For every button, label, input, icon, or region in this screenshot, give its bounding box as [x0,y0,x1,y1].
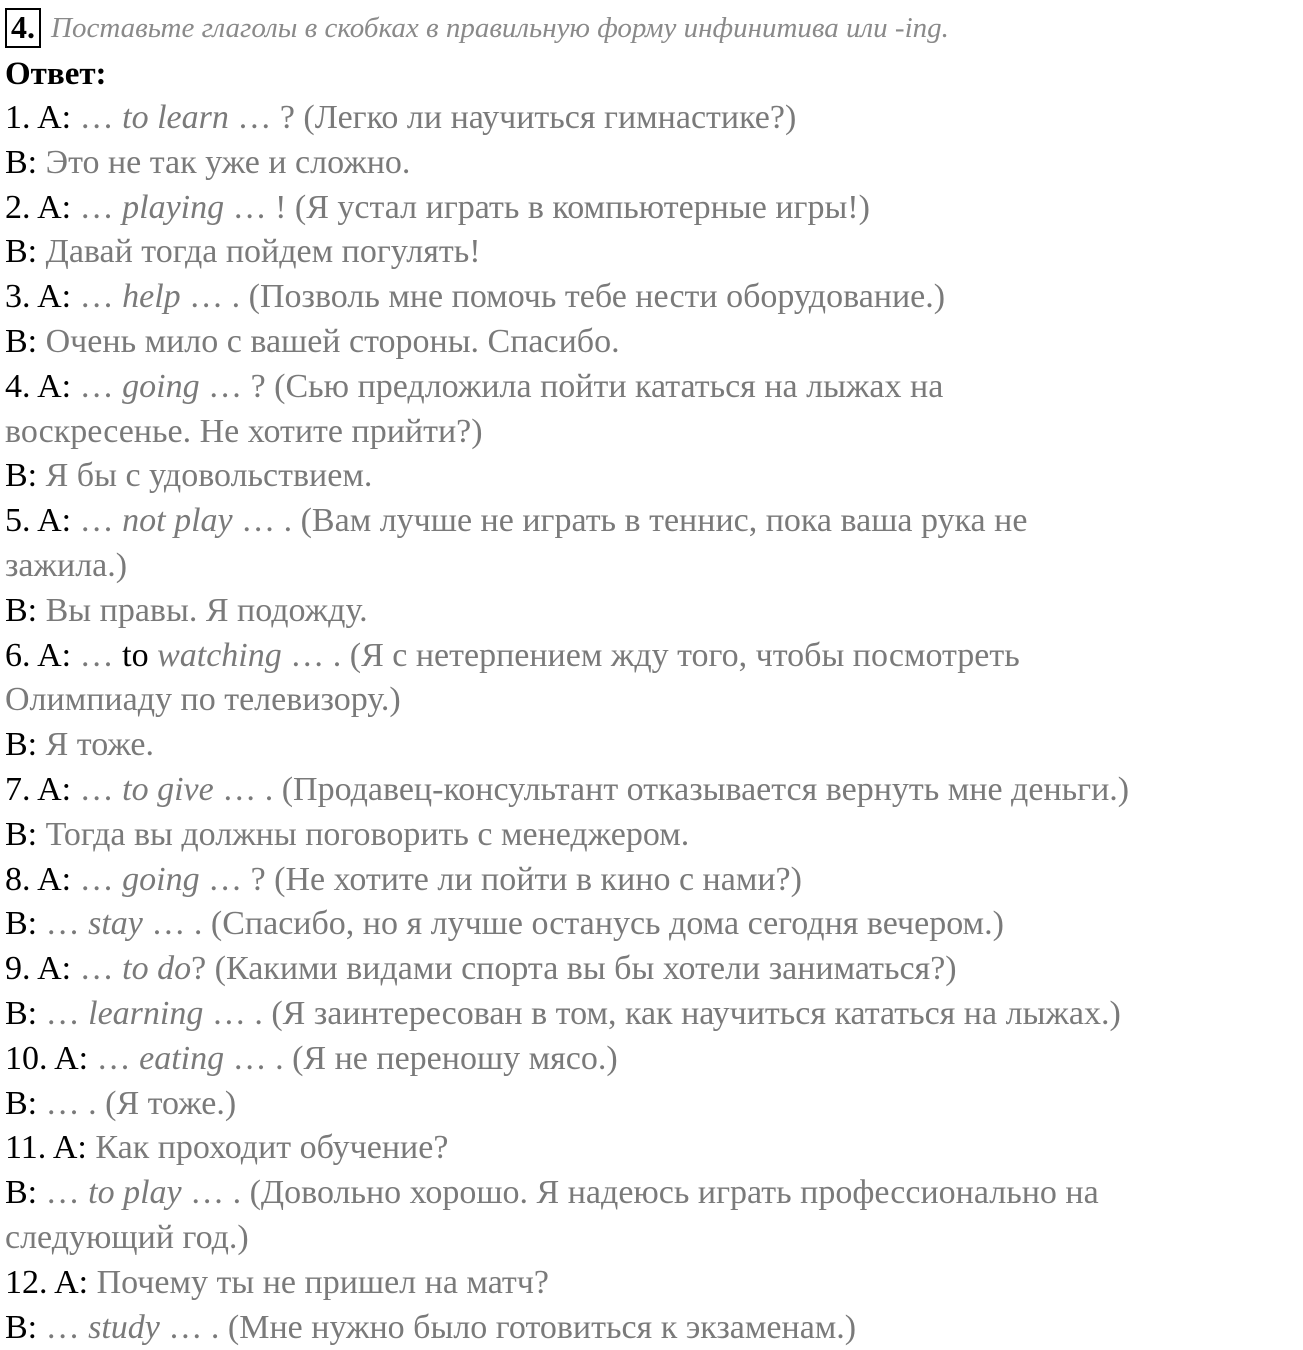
line-text: … [79,950,123,988]
line-text: … ? (Сью предложила пойти кататься на лыжах на [199,367,944,405]
dialogue-line [5,634,1300,679]
dialogue-line [5,902,1300,947]
line-text: … [79,278,123,316]
answer-word: learning [88,994,204,1032]
answer-word: playing [122,188,225,226]
line-text: зажила.) [5,546,128,584]
line-text: … [79,770,123,808]
line-text: … [79,636,123,674]
speaker-label: 4. A: [5,367,80,405]
line-text: Я бы с удовольствием. [45,457,373,495]
answer-word: watching [157,636,282,674]
dialogue-line [5,858,1300,903]
answer-word: study [88,1308,160,1346]
line-text: следующий год.) [5,1218,249,1256]
dialogue-line [5,1306,1300,1350]
line-text-black: to [122,636,158,674]
speaker-label: 6. A: [5,636,80,674]
line-text: … [45,1308,89,1346]
speaker-label: 7. A: [5,770,80,808]
speaker-label: B: [5,457,46,495]
dialogue-line [5,544,1300,589]
answer-word: going [122,367,200,405]
dialogue-line [5,320,1300,365]
line-text: … [45,994,89,1032]
dialogue-line [5,1082,1300,1127]
line-text: воскресенье. Не хотите прийти?) [5,412,483,450]
speaker-label: B: [5,591,46,629]
dialogue-line [5,96,1300,141]
line-text: … . (Спасибо, но я лучше останусь дома сегодня вечером.) [142,905,1004,943]
answer-word: going [122,860,200,898]
dialogue-line [5,947,1300,992]
line-text: … ! (Я устал играть в компьютерные игры!) [224,188,870,226]
dialogue-line [5,589,1300,634]
speaker-label: B: [5,1084,46,1122]
answer-word: not play [122,502,233,540]
dialogue-line [5,1171,1300,1216]
dialogue-line [5,275,1300,320]
line-text: Очень мило с вашей стороны. Спасибо. [45,322,620,360]
line-text: … [79,188,123,226]
line-text: … . (Вам лучше не играть в теннис, пока ваша рука не [232,502,1028,540]
answer-word: stay [88,905,143,943]
dialogue-line [5,499,1300,544]
dialogue-line [5,992,1300,1037]
line-text: … . (Я с нетерпением жду того, чтобы посмотреть [281,636,1020,674]
line-text: … . (Я тоже.) [45,1084,237,1122]
line-text: … . (Мне нужно было готовиться к экзаменам.) [159,1308,857,1346]
dialogue-line [5,141,1300,186]
exercise-instruction: Поставьте глаголы в скобках в правильную форму инфинитива или -ing. [51,11,949,44]
dialogue-line [5,410,1300,455]
speaker-label: 12. A: [5,1263,97,1301]
dialogue-line [5,1261,1300,1306]
speaker-label: B: [5,905,46,943]
line-text: … . (Я не переношу мясо.) [224,1039,618,1077]
dialogue-line [5,454,1300,499]
dialogue-line [5,1216,1300,1261]
speaker-label: 8. A: [5,860,80,898]
speaker-label: B: [5,1308,46,1346]
line-text: … . (Довольно хорошо. Я надеюсь играть профессионально на [181,1174,1099,1212]
speaker-label: 2. A: [5,188,80,226]
line-text: Я тоже. [45,726,154,764]
line-text: … ? (Не хотите ли пойти в кино с нами?) [199,860,802,898]
line-text: … [45,1174,89,1212]
dialogue-line [5,678,1300,723]
line-text: ? (Какими видами спорта вы бы хотели заниматься?) [191,950,957,988]
exercise-header [5,6,949,50]
speaker-label: 9. A: [5,950,80,988]
answer-word: to play [88,1174,182,1212]
speaker-label: B: [5,233,46,271]
line-text: Вы правы. Я подожду. [45,591,368,629]
line-text: … [79,502,123,540]
answer-word: to give [122,770,214,808]
line-text: … [79,860,123,898]
line-text: … ? (Легко ли научиться гимнастике?) [228,99,797,136]
speaker-label: B: [5,815,46,853]
exercise-number: 4. [5,8,41,48]
dialogue-line [5,1126,1300,1171]
line-text: … [96,1039,140,1077]
speaker-label: B: [5,143,46,181]
answer-word: help [122,278,181,316]
line-text: Давай тогда пойдем погулять! [45,233,481,271]
dialogue-line [5,1037,1300,1082]
speaker-label: B: [5,1174,46,1212]
answer-word: to learn [122,99,229,136]
answer-word: to do [122,950,192,988]
answer-lines [5,96,1300,1350]
speaker-label: 1. A: [5,99,80,136]
speaker-label: 11. A: [5,1129,96,1167]
answer-word: eating [139,1039,225,1077]
line-text: … [45,905,89,943]
line-text: … . (Я заинтересован в том, как научиться кататься на лыжах.) [203,994,1121,1032]
speaker-label: B: [5,726,46,764]
line-text: … . (Продавец-консультант отказывается вернуть мне деньги.) [213,770,1130,808]
speaker-label: 5. A: [5,502,80,540]
speaker-label: B: [5,994,46,1032]
line-text: Почему ты не пришел на матч? [96,1263,549,1301]
line-text: Как проходит обучение? [95,1129,449,1167]
dialogue-line [5,768,1300,813]
answer-label: Ответ: [5,56,107,92]
line-text: … . (Позволь мне помочь тебе нести оборудование.) [180,278,946,316]
speaker-label: 10. A: [5,1039,97,1077]
dialogue-line [5,365,1300,410]
dialogue-line [5,813,1300,858]
dialogue-line [5,186,1300,231]
line-text: Олимпиаду по телевизору.) [5,681,401,719]
line-text: … [79,99,123,136]
speaker-label: 3. A: [5,278,80,316]
dialogue-line [5,723,1300,768]
line-text: Это не так уже и сложно. [45,143,411,181]
dialogue-line [5,230,1300,275]
line-text: Тогда вы должны поговорить с менеджером. [45,815,690,853]
line-text: … [79,367,123,405]
speaker-label: B: [5,322,46,360]
